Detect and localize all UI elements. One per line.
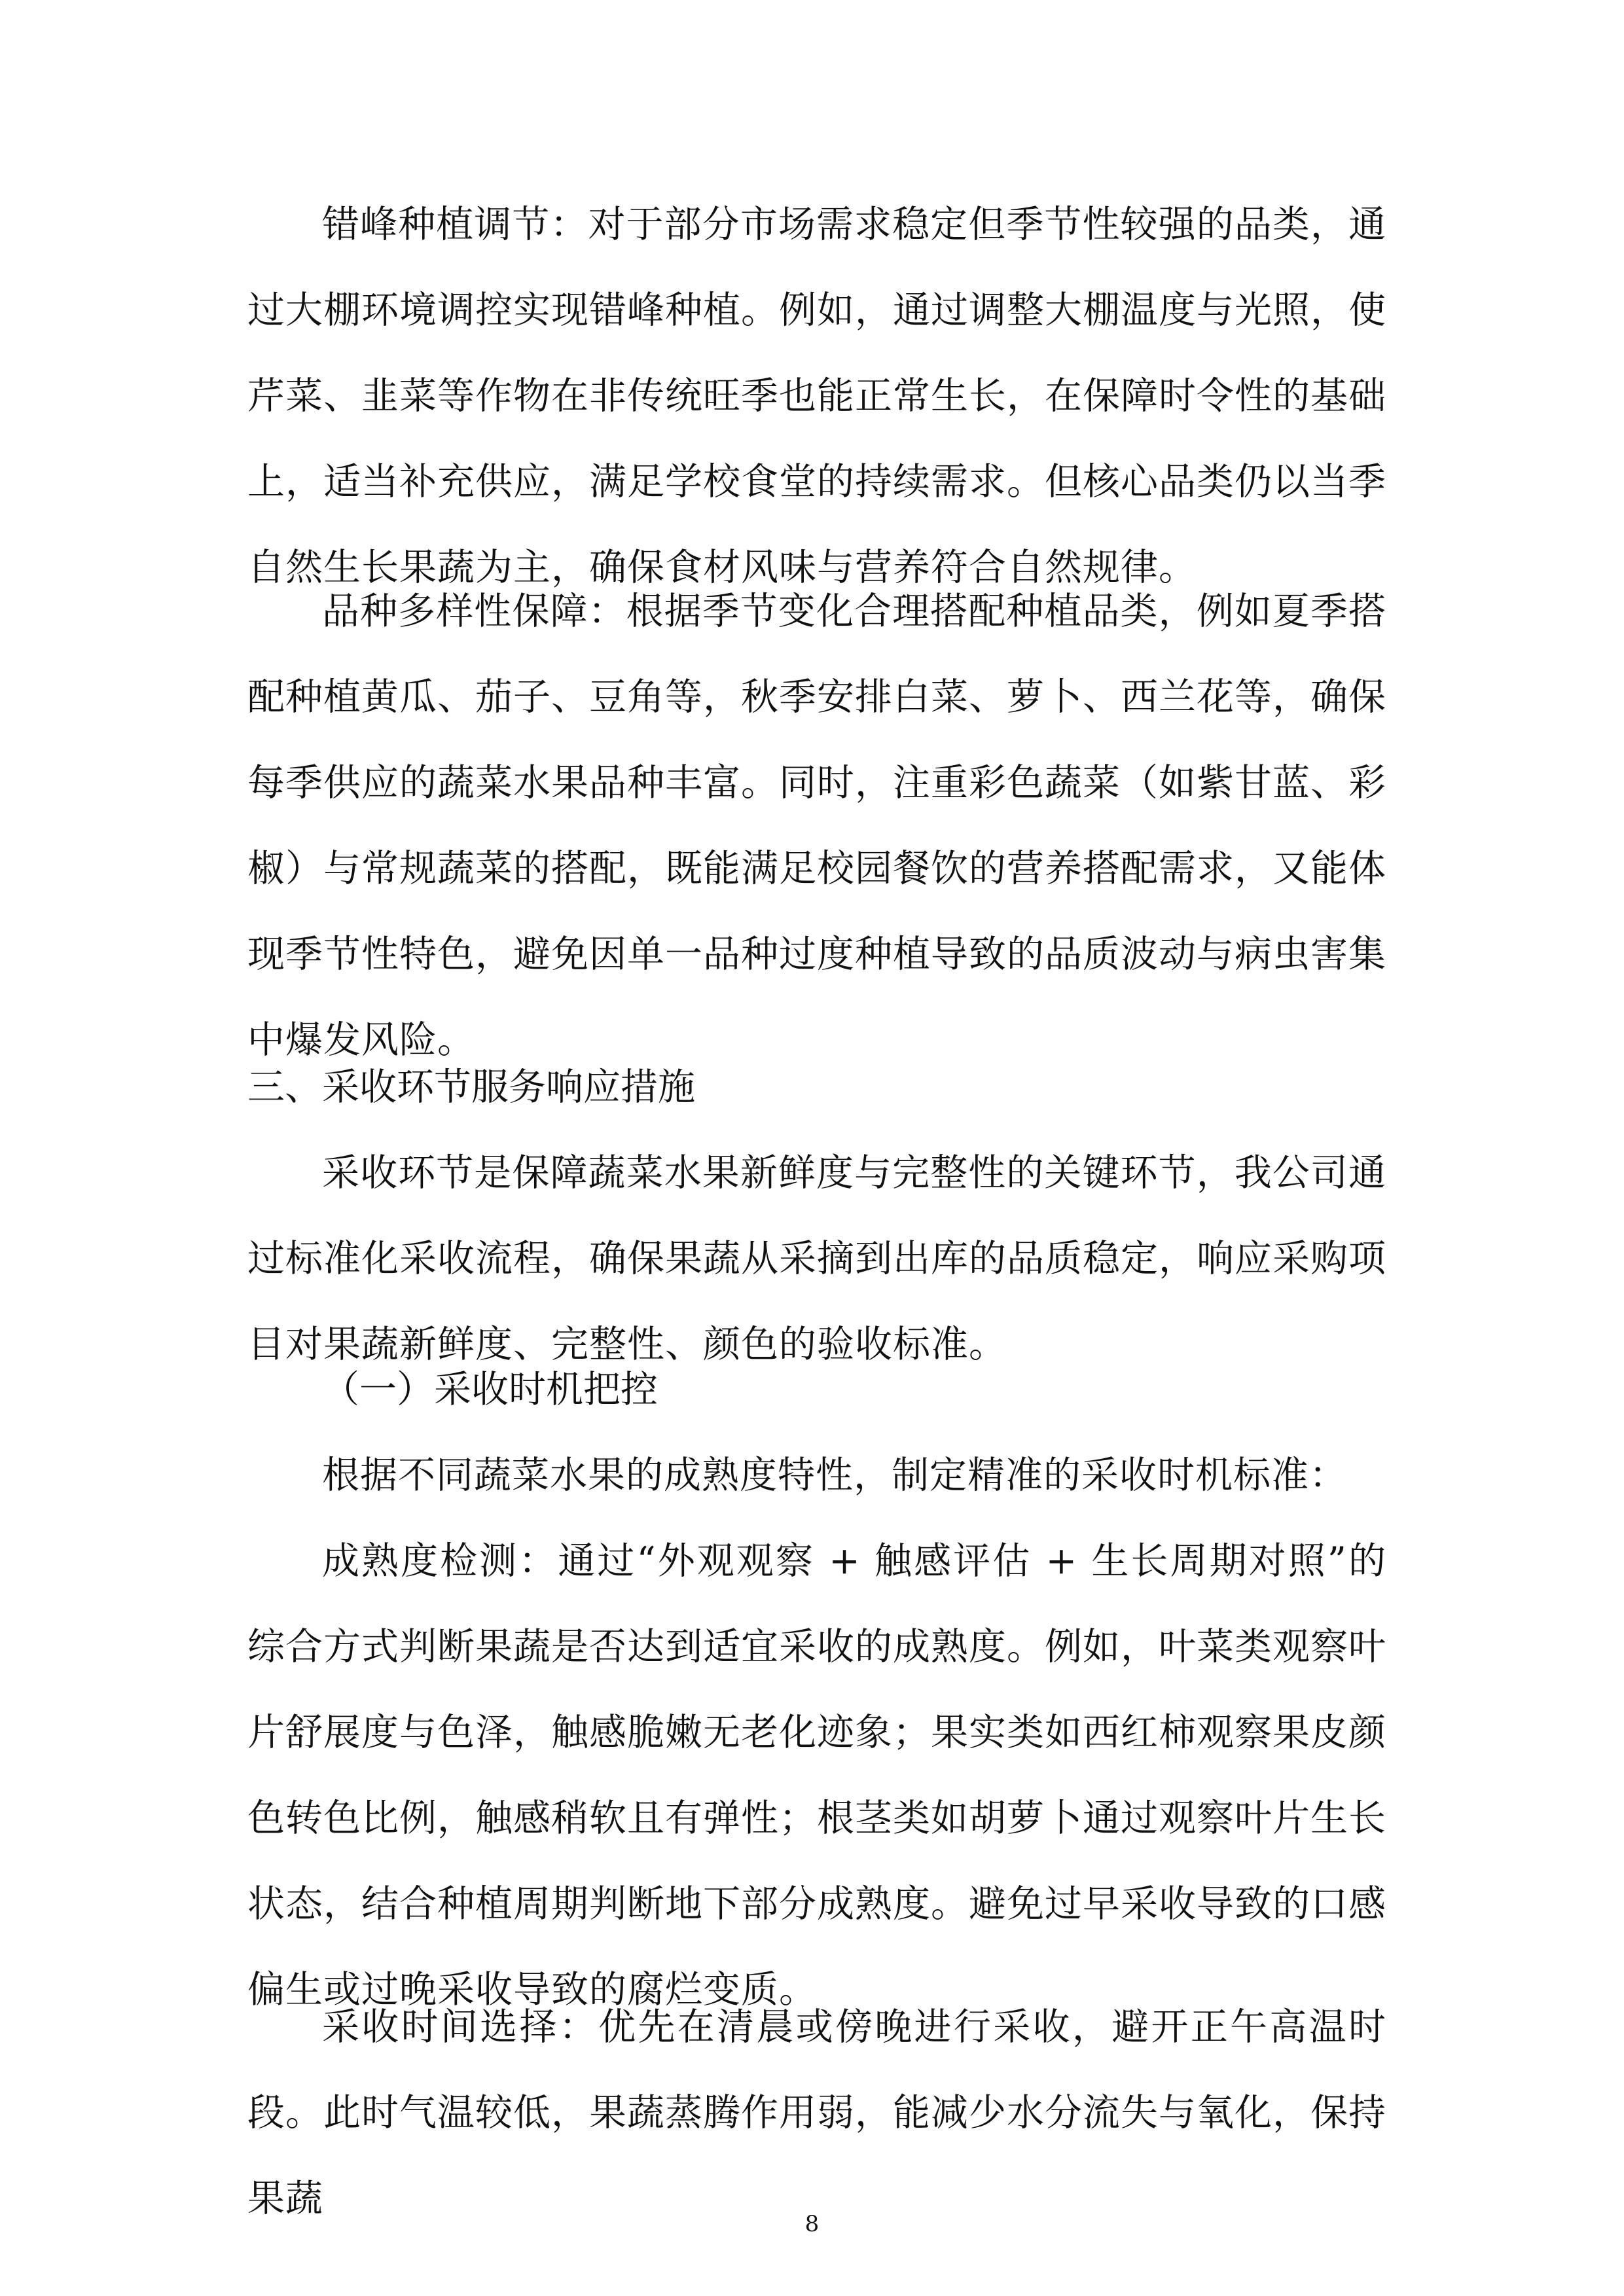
paragraph-timing-standard: 根据不同蔬菜水果的成熟度特性，制定精准的采收时机标准： xyxy=(322,1454,1347,1497)
paragraph-harvest-time-selection: 采收时间选择：优先在清晨或傍晚进行采收，避开正午高温时段。此时气温较低，果蔬蒸腾作用弱，能减少水分流失与氧化，保持果蔬 xyxy=(247,2005,1386,2220)
paragraph-harvest-intro: 采收环节是保障蔬菜水果新鲜度与完整性的关键环节，我公司通过标准化采收流程，确保果蔬从采摘到出库的品质稳定，响应采购项目对果蔬新鲜度、完整性、颜色的验收标准。 xyxy=(247,1151,1386,1366)
page-number: 8 xyxy=(804,2211,820,2237)
paragraph-staggered-planting: 错峰种植调节：对于部分市场需求稳定但季节性较强的品类，通过大棚环境调控实现错峰种植。例如，通过调整大棚温度与光照，使芹菜、韭菜等作物在非传统旺季也能正常生长，在保障时令性的基础上，适当补充供应，满足学校食堂的持续需求。但核心品类仍以当季自然生长果蔬为主，确保食材风味与营养符合自然规律。 xyxy=(247,203,1386,589)
paragraph-maturity-detection: 成熟度检测：通过“外观观察 + 触感评估 + 生长周期对照”的综合方式判断果蔬是否达到适宜采收的成熟度。例如，叶菜类观察叶片舒展度与色泽，触感脆嫩无老化迹象；果实类如西红柿观察果皮颜色转色比例，触感稍软且有弹性；根茎类如胡萝卜通过观察叶片生长状态，结合种植周期判断地下部分成熟度。避免过早采收导致的口感偏生或过晚采收导致的腐烂变质。 xyxy=(247,1539,1386,2011)
paragraph-variety-diversity: 品种多样性保障：根据季节变化合理搭配种植品类，例如夏季搭配种植黄瓜、茄子、豆角等，秋季安排白菜、萝卜、西兰花等，确保每季供应的蔬菜水果品种丰富。同时，注重彩色蔬菜（如紫甘蓝、彩椒）与常规蔬菜的搭配，既能满足校园餐饮的营养搭配需求，又能体现季节性特色，避免因单一品种过度种植导致的品质波动与病虫害集中爆发风险。 xyxy=(247,590,1386,1062)
section-heading-harvest: 三、采收环节服务响应措施 xyxy=(247,1066,695,1109)
subsection-heading-harvest-timing: （一）采收时机把控 xyxy=(322,1368,658,1411)
